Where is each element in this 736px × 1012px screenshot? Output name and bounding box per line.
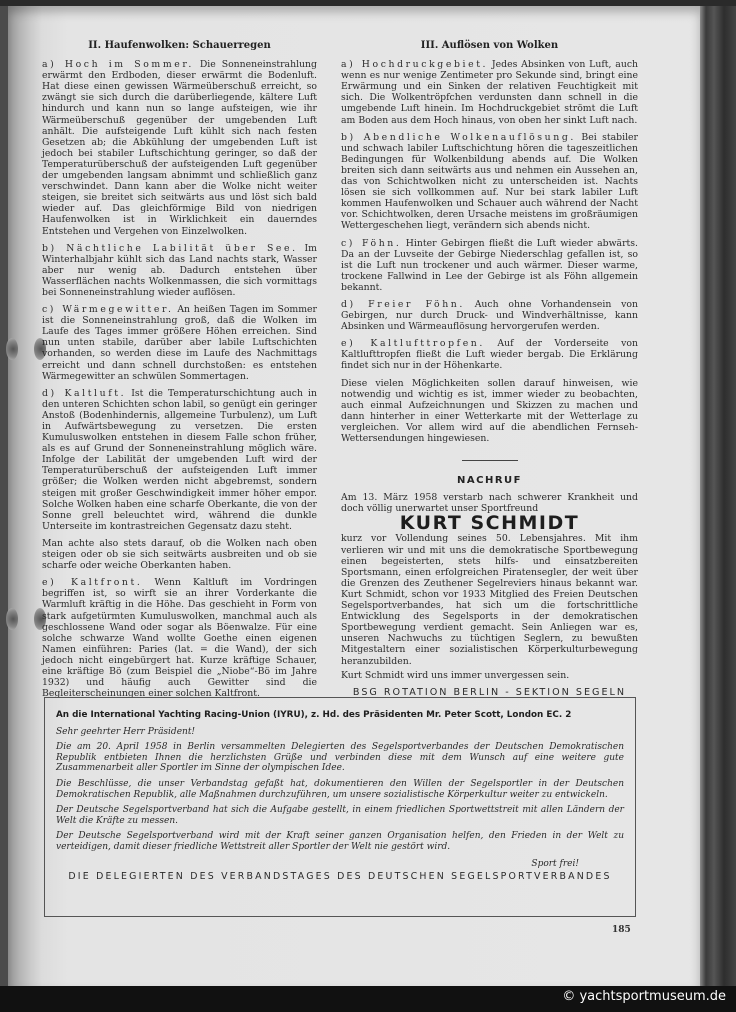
paragraph	[42, 304, 317, 382]
paragraph	[42, 538, 317, 571]
paragraph	[341, 338, 638, 371]
paragraph-lead: e) Kaltfront.	[42, 577, 143, 589]
divider	[462, 460, 518, 461]
obituary-signature: BSG ROTATION BERLIN - SEKTION SEGELN	[352, 686, 627, 698]
letter-signature: DIE DELEGIERTEN DES VERBANDSTAGES DES DEUTSCHEN SEGELSPORTVERBANDES	[68, 871, 612, 883]
paragraph-text: Ist die Temperaturschichtung auch in den unteren Schichten schon labil, so genügt ein geringer Anstoß (Bodenhindernis, allgemeine Turbulenz), um Luft in Aufwärtsbewegung zu versetzen. Die ersten Kumuluswolken entstehen in diesem Falle schon früher, als es auf Grund der Sonneneinstrahlung möglich wäre. Infolge der Labilität der umgebenden Luft wird der Temperaturüberschuß der aufsteigenden Luft immer größer; die Wolken werden nicht abgebremst, sondern steigen mit großer Geschwindigkeit immer höher empor. Solche Wolken haben eine scharfe Oberkante, die von der Sonne grell beleuchtet wird, während die dunkle Unterseite im kontrastreichen Gegensatz dazu steht.	[42, 387, 317, 532]
watermark-text: © yachtsportmuseum.de	[562, 989, 726, 1004]
letter-paragraph: Der Deutsche Segelsportverband wird mit der Kraft seiner ganzen Organisation helfen, den Frieden in der Welt zu verteidigen, damit dieser friedliche Wettstreit aller Sportler der Welt nie gestört wird.	[56, 831, 624, 852]
letter-paragraph: Die Beschlüsse, die unser Verbandstag gefaßt hat, dokumentieren den Willen der Segelsportler in der Deutschen Demokratischen Republik, alle Maßnahmen durchzuführen, um unsere sozialistische Körperkultur weiter zu entwickeln.	[56, 778, 624, 800]
binding-hole-icon	[6, 338, 18, 360]
page-number: 185	[612, 925, 631, 935]
paragraph-text: Auf der Vorderseite von Kaltlufttropfen fließt die Luft wieder bergab. Die Erklärung findet sich nur in der Höhenkarte.	[341, 338, 638, 372]
paragraph	[42, 243, 317, 298]
paragraph-text: Diese vielen Möglichkeiten sollen darauf hinweisen, wie notwendig und wichtig es ist, immer wieder zu beobachten, auch einmal Aufzeichnungen und Skizzen zu machen und dann hinterher in einer Wetterkarte mit der Wetterlage zu vergleichen. Vor allem wird auf die abendlichen Fernseh-Wettersendungen hingewiesen.	[341, 377, 638, 444]
obituary-body: kurz vor Vollendung seines 50. Lebensjahres. Mit ihm verlieren wir und mit uns die demokratische Sportbewegung einen begeisterten, stets hilfs- und einsatzbereiten Sportsmann, einen erfolgreichen Piratensegler, der weit über die Grenzen des Zeuthener Segelreviers hinaus bekannt war. Kurt Schmidt, schon vor 1933 Mitglied des Freien Deutschen Segelsportverbandes, hat sich um die fortschrittliche Entwicklung des Segelsports in der demokratischen Sportbewegung verdient gemacht. Sein Anliegen war es, unseren Nachwuchs zu tüchtigen Seglern, zu bewußten Mitgestaltern einer sozialistischen Körperkulturbewegung heranzubilden.	[341, 533, 638, 667]
paragraph	[42, 577, 317, 699]
letter-heading: An die International Yachting Racing-Union (IYRU), z. Hd. des Präsidenten Mr. Peter Scott, London EC. 2	[56, 710, 572, 720]
paragraph-lead: a) Hochdruckgebiet.	[341, 59, 489, 71]
obituary-closing: Kurt Schmidt wird uns immer unvergessen sein.	[341, 669, 570, 681]
paragraph-lead: e) Kaltlufttropfen.	[341, 338, 485, 350]
obituary-title: NACHRUF	[457, 475, 522, 487]
paragraph-text: Jedes Absinken von Luft, auch wenn es nur wenige Zentimeter pro Sekunde sind, bringt eine Erwärmung und ein Sinken der relativen Feuchtigkeit mit sich. Die Wolkentröpfchen verdunsten dann schnell in die umgebende Luft hinein. Im Hochdruckgebiet strömt die Luft am Boden aus dem Hoch hinaus, von oben her sinkt Luft nach.	[341, 59, 639, 126]
paragraph-lead: b) Abendliche Wolkenauflösung.	[341, 131, 576, 143]
paragraph-text: Bei stabiler und schwach labiler Luftschichtung hören die tageszeitlichen Bedingungen für Wolkenbildung abends auf. Die Wolken breiten sich dann seitwärts aus und nehmen ein Aussehen an, das von Schichtwolken nicht zu unterscheiden ist. Nachts lösen sie sich vollkommen auf. Nur bei stark labiler Luft kommen Haufenwolken und Schauer auch während der Nacht vor. Schichtwolken, deren Ursache meistens im großräumigen Wettergeschehen liegt, verändern sich abends nicht.	[341, 131, 638, 232]
paragraph-lead: d) Kaltluft.	[42, 387, 127, 399]
binding-hole-icon	[6, 608, 18, 630]
paragraph-text: Man achte also stets darauf, ob die Wolken nach oben steigen oder ob sie sich seitwärts ausbreiten und ob sie scharfe oder weiche Oberkanten haben.	[42, 537, 317, 572]
paragraph-text: Auch ohne Vorhandensein von Gebirgen, nur durch Druck- und Windverhältnisse, kann Absinken und Wärmeauflösung hervorgerufen werden.	[341, 298, 638, 333]
section-heading: II. Haufenwolken: Schauerregen	[88, 40, 271, 51]
letter-salutation: Sehr geehrter Herr Präsident!	[56, 726, 196, 737]
left-column	[42, 40, 317, 705]
paragraph	[341, 378, 638, 445]
paragraph-text: Die Sonneneinstrahlung erwärmt den Erdboden, dieser erwärmt die Bodenluft. Hat diese einen gewissen Wärmeüberschuß erreicht, so zwängt sie sich durch die darüberliegende, kältere Luft hindurch und kann nun so lange aufsteigen, wie ihr Wärmeüberschuß gegenüber der umgebenden Luft anhält. Die aufsteigende Luft kühlt sich nach festen Gesetzen ab; die Abkühlung der umgebenden Luft ist jedoch bei stabiler Luftschichtung geringer, so daß der Temperaturüberschuß der aufsteigenden Luft gegenüber der umgebenden langsam abnimmt und schließlich ganz verschwindet. Dann kann aber die Wolke nicht weiter steigen, sie breitet sich seitwärts aus und löst sich bald wieder auf. Das gleichförmige Bild von niedrigen Haufenwolken ist in Wirklichkeit ein dauerndes Entstehen und Vergehen von Einzelwolken.	[42, 59, 317, 237]
paragraph-text: An heißen Tagen im Sommer ist die Sonneneinstrahlung groß, daß die Wolken im Laufe des Tages immer größere Höhen erreichen. Sind nun unten stabile, darüber aber labile Luftschichten vorhanden, so werden diese im Laufe des Nachmittags erreicht und dann schnell durchstoßen: es entstehen Wärmegewitter an schwülen Sommertagen.	[42, 304, 317, 382]
paragraph	[42, 388, 317, 532]
open-letter-box	[44, 697, 636, 917]
paragraph-text: Im Winterhalbjahr kühlt sich das Land nachts stark, Wasser aber nur wenig ab. Dadurch entstehen über Wasserflächen nachts Wolkenmassen, die sich vormittags bei Sonneneinstrahlung wieder auflösen.	[42, 242, 318, 298]
paragraph-lead: b) Nächtliche Labilität über See.	[42, 242, 298, 254]
paragraph	[42, 59, 317, 237]
book-edge	[700, 6, 736, 986]
paragraph	[341, 132, 638, 232]
letter-paragraph: Der Deutsche Segelsportverband hat sich die Aufgabe gestellt, in einem friedlichen Sportwettstreit mit allen Ländern der Welt die Kräfte zu messen.	[56, 805, 624, 826]
paragraph-lead: c) Föhn.	[341, 237, 402, 249]
paragraph	[341, 59, 638, 126]
letter-paragraph: Die am 20. April 1958 in Berlin versammelten Delegierten des Segelsportverbandes der Deutschen Demokratischen Republik entbieten Ihnen die herzlichsten Grüße und verbinden diese mit dem Wunsch auf eine weitere gute Zusammenarbeit aller Sportler im Sinne der olympischen Idee.	[56, 742, 624, 774]
paragraph-lead: a) Hoch im Sommer.	[42, 59, 194, 71]
paragraph	[341, 238, 638, 293]
obituary-name: KURT SCHMIDT	[399, 512, 580, 535]
paragraph-text: Hinter Gebirgen fließt die Luft wieder abwärts. Da an der Luvseite der Gebirge Niederschlag gefallen ist, so ist die Luft nun trockener und auch wärmer. Dieser warme, trockene Fallwind in Lee der Gebirge ist als Föhn allgemein bekannt.	[341, 237, 638, 293]
section-heading: III. Auflösen von Wolken	[420, 40, 559, 51]
letter-closing: Sport frei!	[531, 858, 579, 869]
paragraph-lead: d) Freier Föhn.	[341, 298, 465, 310]
paragraph-text: Wenn Kaltluft im Vordringen begriffen ist, so wirft sie an ihrer Vorderkante die Warmluft kräftig in die Höhe. Das geschieht in Form von stark aufgetürmten Kumuluswolken, manchmal auch als geschlossene Wand oder sogar als Böenwalze. Für eine solche schwarze Wand wollte Goethe einen eigenen Namen einführen: Paries (lat. = die Wand), der sich jedoch nicht eingebürgert hat. Kurze kräftige Schauer, eine kräftige Bö (zum Beispiel die „Niobe“-Bö im Jahre 1932) und häufig auch Gewitter sind die Begleiterscheinungen einer solchen Kaltfront.	[42, 577, 318, 700]
paragraph	[341, 299, 638, 332]
right-column	[341, 40, 638, 698]
paragraph-lead: c) Wärmegewitter.	[42, 304, 174, 316]
obituary-intro: Am 13. März 1958 verstarb nach schwerer Krankheit und doch völlig unerwartet unser Sportfreund	[341, 492, 638, 515]
